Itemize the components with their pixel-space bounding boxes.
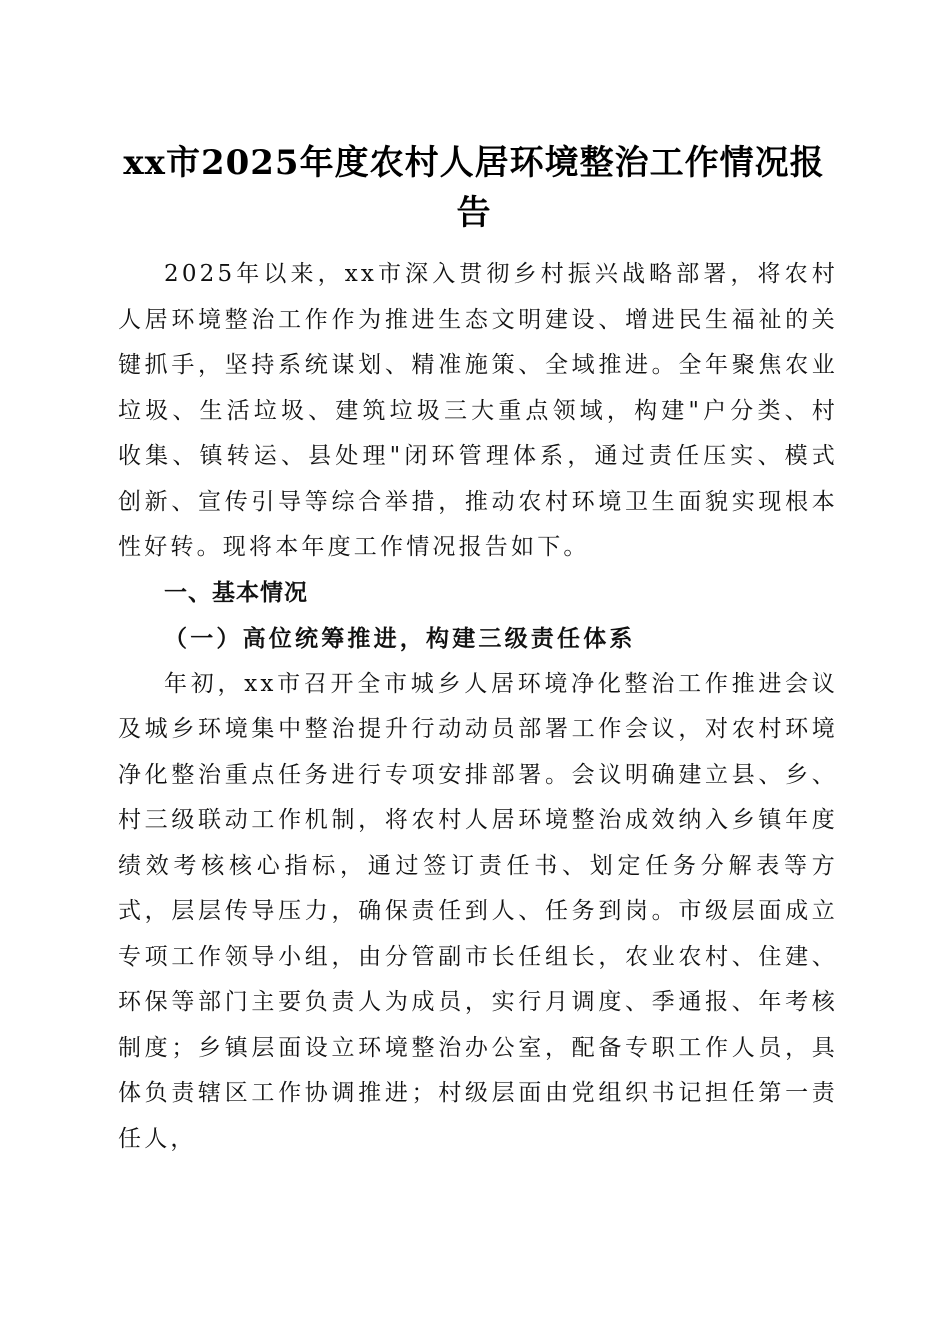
subsection-paragraph-coordination: 年初，xx市召开全市城乡人居环境净化整治工作推进会议及城乡环境集中整治提升行动动员部署工作会议，对农村环境净化整治重点任务进行专项安排部署。会议明确建立县、乡、村三级联动工作机制，将农村人居环境整治成效纳入乡镇年度绩效考核核心指标，通过签订责任书、划定任务分解表等方式，层层传导压力，确保责任到人、任务到岗。市级层面成立专项工作领导小组，由分管副市长任组长，农业农村、住建、环保等部门主要负责人为成员，实行月调度、季通报、年考核制度；乡镇层面设立环境整治办公室，配备专职工作人员，具体负责辖区工作协调推进；村级层面由党组织书记担任第一责任人， — [118, 670, 838, 1152]
document-title: xx市2025年度农村人居环境整治工作情况报告 — [123, 143, 825, 233]
document-body — [118, 252, 838, 1162]
intro-paragraph: 2025年以来，xx市深入贯彻乡村振兴战略部署，将农村人居环境整治工作作为推进生态文明建设、增进民生福祉的关键抓手，坚持系统谋划、精准施策、全域推进。全年聚焦农业垃圾、生活垃圾、建筑垃圾三大重点领域，构建"户分类、村收集、镇转运、县处理"闭环管理体系，通过责任压实、模式创新、宣传引导等综合举措，推动农村环境卫生面貌实现根本性好转。现将本年度工作情况报告如下。 — [118, 261, 838, 560]
subsection-heading-coordination: （一）高位统筹推进，构建三级责任体系 — [164, 625, 636, 652]
section-heading-basic-situation: 一、基本情况 — [164, 579, 308, 606]
